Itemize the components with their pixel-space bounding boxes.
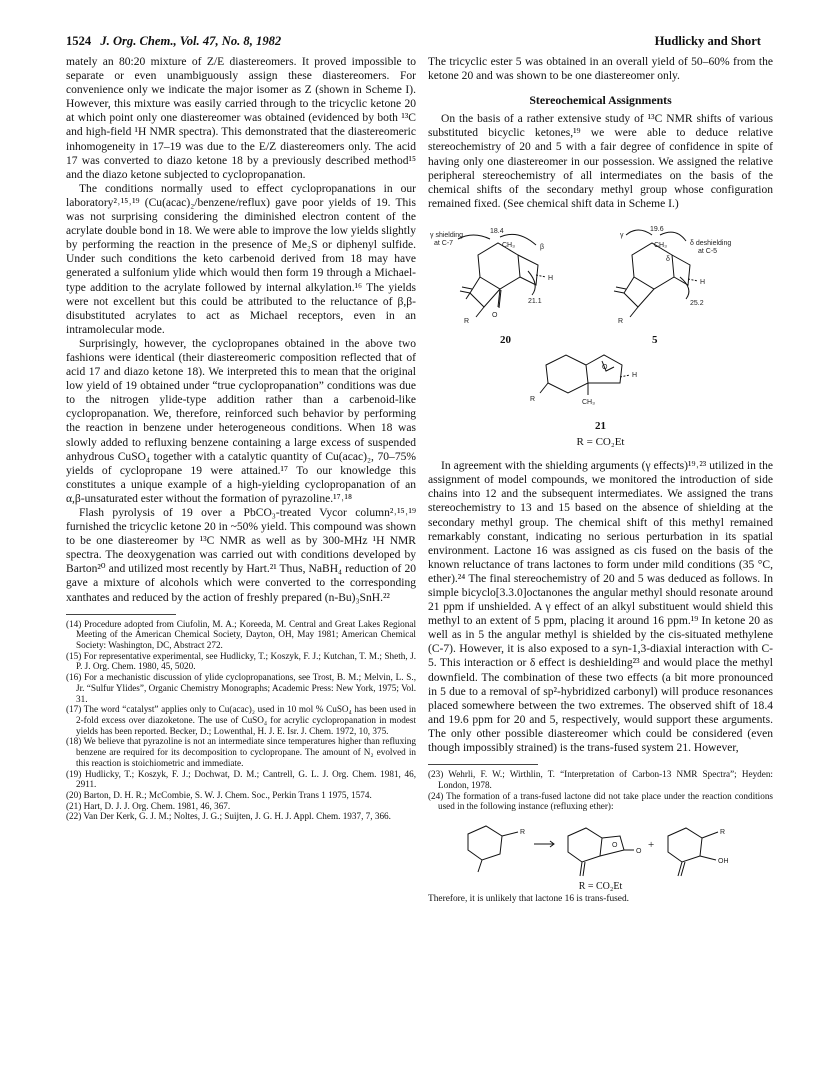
r-label: R <box>530 395 536 403</box>
ring-icon <box>518 255 538 285</box>
arc-icon <box>626 230 652 235</box>
footnote-rule <box>428 764 538 765</box>
footnote-scheme <box>428 814 773 882</box>
footnote: (19) Hudlicky, T.; Koszyk, F. J.; Dochwat, D. M.; Cantrell, G. L. J. Org. Chem. 1981, 46, 2911. <box>66 768 416 790</box>
delta-label: δ <box>666 255 670 263</box>
gamma-label: γ <box>620 231 624 239</box>
double-bond-icon <box>462 287 472 289</box>
bond-icon <box>630 307 638 317</box>
beta-label: β <box>540 243 545 251</box>
shift-value: 18.4 <box>490 227 504 235</box>
header-authors: Hudlicky and Short <box>654 34 761 48</box>
section-title: Stereochemical Assignments <box>529 93 672 108</box>
methyl-label: CH₃ <box>502 241 515 249</box>
footnote: (16) For a mechanistic discussion of ylide cyclopropanations, see Trost, B. M.; Melvin, L. S., Jr. “Sulfur Ylides”, Organic Chemistry Monographs; Academic Press: New York, 1975; Vol. 31. <box>66 672 416 704</box>
footnote: (21) Hart, D. J. J. Org. Chem. 1981, 46, 367. <box>66 800 231 811</box>
bond-icon <box>476 307 484 317</box>
delta-deshielding-label: δ deshielding <box>690 239 732 247</box>
structure-5 <box>614 226 731 346</box>
alcohol-structure <box>668 828 729 876</box>
r-label: R <box>520 828 526 836</box>
r-label: R <box>720 828 726 836</box>
ring-icon <box>478 243 520 289</box>
plus-sign: + <box>648 838 655 851</box>
footnote: (14) Procedure adopted from Ciufolin, M. A.; Koreeda, M. Central and Great Lakes Regional Meeting of the American Chemical Society, Dayton, OH, May 1981; American Chemical Society: Washington, DC, Abstract 272. <box>66 618 416 651</box>
r-label: R <box>464 317 470 325</box>
double-bond-icon <box>580 862 585 876</box>
hydroxyl-label: OH <box>718 857 729 865</box>
running-header <box>66 34 761 50</box>
r-label: R <box>618 317 624 325</box>
arc-icon <box>680 277 689 299</box>
body-paragraph: Surprisingly, however, the cyclopropanes obtained in the above two fashions were identical (their diastereomeric composition reflected that of acid 17 and diazo ketone 18). We interpreted this to mean that the original low yield of 19 obtained under “true cyclopropanation” conditions was due to the nitrogen ylide-type addition rather than a carbenoid-like cyclopropanation. We, therefore, reinforced such behavior by performing the reaction in benzene under heterogeneous conditions. When 18 was slowly added to refluxing benzene containing a large excess of suspended anhydrous CuSO₄ together with a catalytic quantity of Cu(acac)₂, 70–75% yields of cyclopropane 19 were attained.¹⁷ To our knowledge this constitutes a unique example of a high-yielding cyclopropanation of an α,β-unsaturated ester without the formation of pyrazoline.¹⁷˒¹⁸ <box>66 337 416 505</box>
bond-icon <box>466 293 470 299</box>
footnote: (20) Barton, D. H. R.; McCombie, S. W. J. Chem. Soc., Perkin Trans 1 1975, 1574. <box>66 789 372 800</box>
r-definition: R = CO₂Et <box>576 436 625 449</box>
ring-icon <box>568 828 602 862</box>
footnote-rule <box>66 614 176 615</box>
structure-20 <box>430 228 553 346</box>
shift-value: 25.2 <box>690 299 704 307</box>
shift-value: 19.6 <box>650 225 664 233</box>
at-c7-label: at C-7 <box>434 239 454 247</box>
methyl-label: CH₃ <box>654 241 667 249</box>
footnote: (17) The word “catalyst” applies only to Cu(acac)₂ used in 10 mol % CuSO₄ has been used in 2-fold excess over diazoketone. The use of CuSO₄ for acrylic cyclopropanation in modest yields has been reported. Becker, D.; Lowenthal, H. J. E. Isr. J. Chem. 1972, 10, 375. <box>66 704 416 736</box>
body-paragraph: In agreement with the shielding arguments (γ effects)¹⁹˒²³ utilized in the assignment of model compounds, we monitored the introduction of side chains into 12 and the subsequent intermediates. We assigned the trans stereochemistry to 13 and 15 based on the absence of shielding at the secondary methyl group. The chemical shift of this methyl remained remarkably constant, indicating no serious perturbation in its spatial environment. Lactone 16 was assigned as cis fused on the basis of the known reluctance of trans lactones to form under mild conditions (35 °C, ether).²⁴ The final stereochemistry of 20 and 5 was deduced as follows. In simple bicyclo[3.3.0]octanones the angular methyl should resonate around 21 ppm if unshielded. A γ effect of an alkyl substituent would shield this methyl to an extent of 5 ppm, placing it around 16 ppm.¹⁹ In ketone 20 as well as in 5 the angular methyl is shielded by the cis-situated methylene (C-7). However, it is also exposed to a syn-1,3-diaxial interaction with C-5. This interaction or δ effect is deshielding²³ and would place the methyl downfield. The combination of these two effects (a bit more pronounced in 5 due to a removal of sp²-hybridized carbonyl) will produce resonances placed somewhere between the two extremes. The observed shift of 18.4 and 19.6 ppm for 20 and 5, respectively, would support these arguments. The only other possible diastereomer which could be considered (even though impossibly strained) is the trans-fused system 21. However, <box>428 460 773 754</box>
body-paragraph: The conditions normally used to effect cyclopropanations in our laboratory²˒¹⁵˒¹⁹ (Cu(acac)₂/benzene/reflux) gave poor yields of 19. This was not surprising considering the diminished electron content of the acrylate double bond in 18. We were able to improve the low yields slightly by performing the reaction in the presence of Me₂S or diphenyl sulfide. Under such conditions the keto carbenoid derived from 18 may have generated a sulfonium ylide which would then form 19 through a Michael-type addition to the acrylate followed by internal alkylation.¹⁶ The yields were not excellent but this could be attributed to the reluctance of β,β-disubstituted acrylates to act as Michael receptors, even in an intramolecular mode. <box>66 182 416 336</box>
gamma-shielding-label: γ shielding <box>430 231 464 239</box>
ring-icon <box>468 826 502 860</box>
ring-icon <box>470 277 500 307</box>
at-c5-label: at C-5 <box>698 247 718 255</box>
bond-icon <box>702 832 718 838</box>
footnote: (22) Van Der Kerk, G. J. M.; Noltes, J. G.; Suijten, J. G. H. J. Appl. Chem. 1937, 7, 366. <box>66 811 391 822</box>
methyl-label: CH₃ <box>582 398 595 406</box>
ring-icon <box>546 355 588 393</box>
body-paragraph: The tricyclic ester 5 was obtained in an overall yield of 50–60% from the ketone 20 and was shown to be one diastereomer only. <box>428 56 773 83</box>
arrow-icon <box>534 841 554 847</box>
compound-21-label: 21 <box>595 419 606 432</box>
header-left <box>66 34 281 49</box>
bond-icon <box>614 291 624 293</box>
compound-label: 5 <box>652 333 658 346</box>
hydrogen-label: H <box>700 278 706 286</box>
page-number: 1524 <box>66 34 92 48</box>
double-bond-icon <box>616 287 626 289</box>
oxygen-label: O <box>602 363 608 371</box>
oxygen-label: O <box>636 847 642 855</box>
footnote: (23) Wehrli, F. W.; Wirthlin, T. “Interpretation of Carbon-13 NMR Spectra”; Heyden: London, 1978. <box>428 769 773 790</box>
bond-icon <box>540 383 548 393</box>
arc-icon <box>660 232 686 241</box>
body-paragraph: On the basis of a rather extensive study of ¹³C NMR shifts of various substituted bicyclic ketones,¹⁹ we were able to deduce relative stereochemistry of 20 and 5 with a fair degree of confidence in spite of having only one diastereomer in our possession. We assigned the relative peripheral stereochemistry of all intermediates on the basis of the chemical shifts of the secondary methyl group whose configuration remained fixed. (See chemical shift data in Scheme I.) <box>428 113 773 210</box>
shift-value: 21.1 <box>528 297 542 305</box>
hashed-bond-icon <box>536 275 546 277</box>
closing-text: Therefore, it is unlikely that lactone 16 is trans-fused. <box>428 894 629 904</box>
footnote-drawing <box>428 814 773 882</box>
left-column <box>66 55 416 822</box>
double-bond-icon <box>678 862 685 876</box>
footnote-r-definition: R = CO₂Et <box>578 880 623 892</box>
footnote: (18) We believe that pyrazoline is not an intermediate since temperatures higher than refluxing benzene are required for its decomposition to cyclopropane. The amount of N₂ evolved in this reaction is stoichiometric and immediate. <box>66 736 416 768</box>
oxygen-label: O <box>492 311 498 319</box>
bond-icon <box>460 291 470 293</box>
hydrogen-label: H <box>548 274 554 282</box>
footnote: (24) The formation of a trans-fused lactone did not take place under the reaction conditions used in the following instance (refluxing ether): <box>428 790 773 812</box>
structure-drawing <box>428 215 773 417</box>
journal-citation: J. Org. Chem., Vol. 47, No. 8, 1982 <box>100 34 282 48</box>
body-paragraph: Flash pyrolysis of 19 over a PbCO₃-treated Vycor column²˒¹⁵˒¹⁹ furnished the tricyclic ketone 20 in ~50% yield. This compound was shown to be one diastereomer by ¹³C NMR as well as by 300-MHz ¹H NMR spectra. The deoxygenation was carried out with conditions developed by Barton²⁰ and utilized most recently by Hart.²¹ Thus, NaBH₄ reduction of 20 gave a mixture of alcohols which were converted to the corresponding xanthates and reduced by the action of freshly prepared (n-Bu)₃SnH.²² <box>66 507 416 604</box>
ring-icon <box>668 828 702 862</box>
hashed-bond-icon <box>688 279 698 281</box>
hydrogen-label: H <box>632 371 638 379</box>
footnote: (15) For representative experimental, see Hudlicky, T.; Koszyk, F. J.; Kutchan, T. M.; Sheth, J. P. J. Org. Chem. 1980, 45, 5020. <box>66 650 416 672</box>
structure-scheme <box>428 215 773 417</box>
oxygen-label: O <box>612 841 618 849</box>
ring-icon <box>672 255 690 285</box>
compound-label: 20 <box>500 333 511 346</box>
bond-icon <box>700 856 716 860</box>
bond-icon <box>478 860 482 872</box>
lactone-structure <box>568 828 642 876</box>
reactant-structure <box>468 826 525 872</box>
ring-icon <box>624 277 654 307</box>
bond-icon <box>502 832 518 836</box>
right-column <box>428 55 773 905</box>
body-paragraph: mately an 80:20 mixture of Z/E diastereomers. It proved impossible to separate or even unambiguously assign these diastereomers. For convenience only we indicate the major isomer as Z (shown in Scheme I). However, this mixture was easily carried through to the tricyclic ketone 20 at which point only one diastereomer was obtained (evidenced by both ¹³C and high-field ¹H NMR spectra). This demonstrated that the diastereomeric inhomogeneity in 17–19 was due to the E/Z diastereomers only. The acid 17 was converted to diazo ketone 18 by a previously described method¹⁵ and the diazo ketone subjected to cyclopropanation. <box>66 56 416 181</box>
structure-21 <box>530 355 637 406</box>
hashed-bond-icon <box>620 375 630 377</box>
ring-icon <box>632 243 674 289</box>
